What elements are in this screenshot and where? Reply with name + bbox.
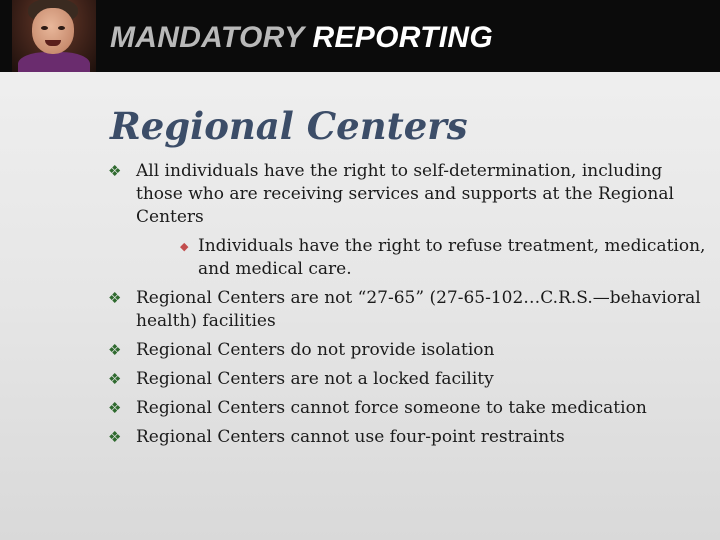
diamond-bullet-icon: ❖: [108, 289, 122, 307]
photo-eye-right: [58, 26, 65, 30]
bullet-text: Regional Centers cannot use four-point restraints: [136, 427, 565, 447]
header-bar: [0, 0, 720, 72]
diamond-bullet-icon: ❖: [108, 370, 122, 388]
bullet-text: Regional Centers are not a locked facility: [136, 369, 494, 389]
header-title-part2: REPORTING: [312, 21, 493, 54]
small-diamond-bullet-icon: ◆: [180, 240, 189, 253]
photo-eye-left: [41, 26, 48, 30]
sub-bullet-text: Individuals have the right to refuse treatment, medication, and medical care.: [198, 236, 706, 279]
bullet-item: [108, 339, 708, 362]
bullet-item: [108, 397, 708, 420]
bullet-item: [108, 160, 708, 229]
diamond-bullet-icon: ❖: [108, 341, 122, 359]
diamond-bullet-icon: ❖: [108, 428, 122, 446]
sub-bullet-item: [108, 235, 708, 281]
bullet-text: All individuals have the right to self-determination, including those who are receiving services and supports at the Regional Centers: [136, 161, 674, 227]
diamond-bullet-icon: ❖: [108, 399, 122, 417]
slide-title: Regional Centers: [110, 104, 468, 148]
presenter-photo: [12, 0, 96, 72]
photo-face: [32, 8, 74, 54]
bullet-list: [108, 160, 708, 455]
photo-shirt: [18, 52, 90, 72]
header-title-part1: MANDATORY: [110, 21, 304, 54]
diamond-bullet-icon: ❖: [108, 162, 122, 180]
bullet-text: Regional Centers are not “27-65” (27-65-102…C.R.S.—behavioral health) facilities: [136, 288, 701, 331]
bullet-text: Regional Centers do not provide isolation: [136, 340, 495, 360]
bullet-text: Regional Centers cannot force someone to take medication: [136, 398, 647, 418]
bullet-item: [108, 426, 708, 449]
header-title: [110, 18, 493, 58]
bullet-item: [108, 368, 708, 391]
bullet-item: [108, 287, 708, 333]
